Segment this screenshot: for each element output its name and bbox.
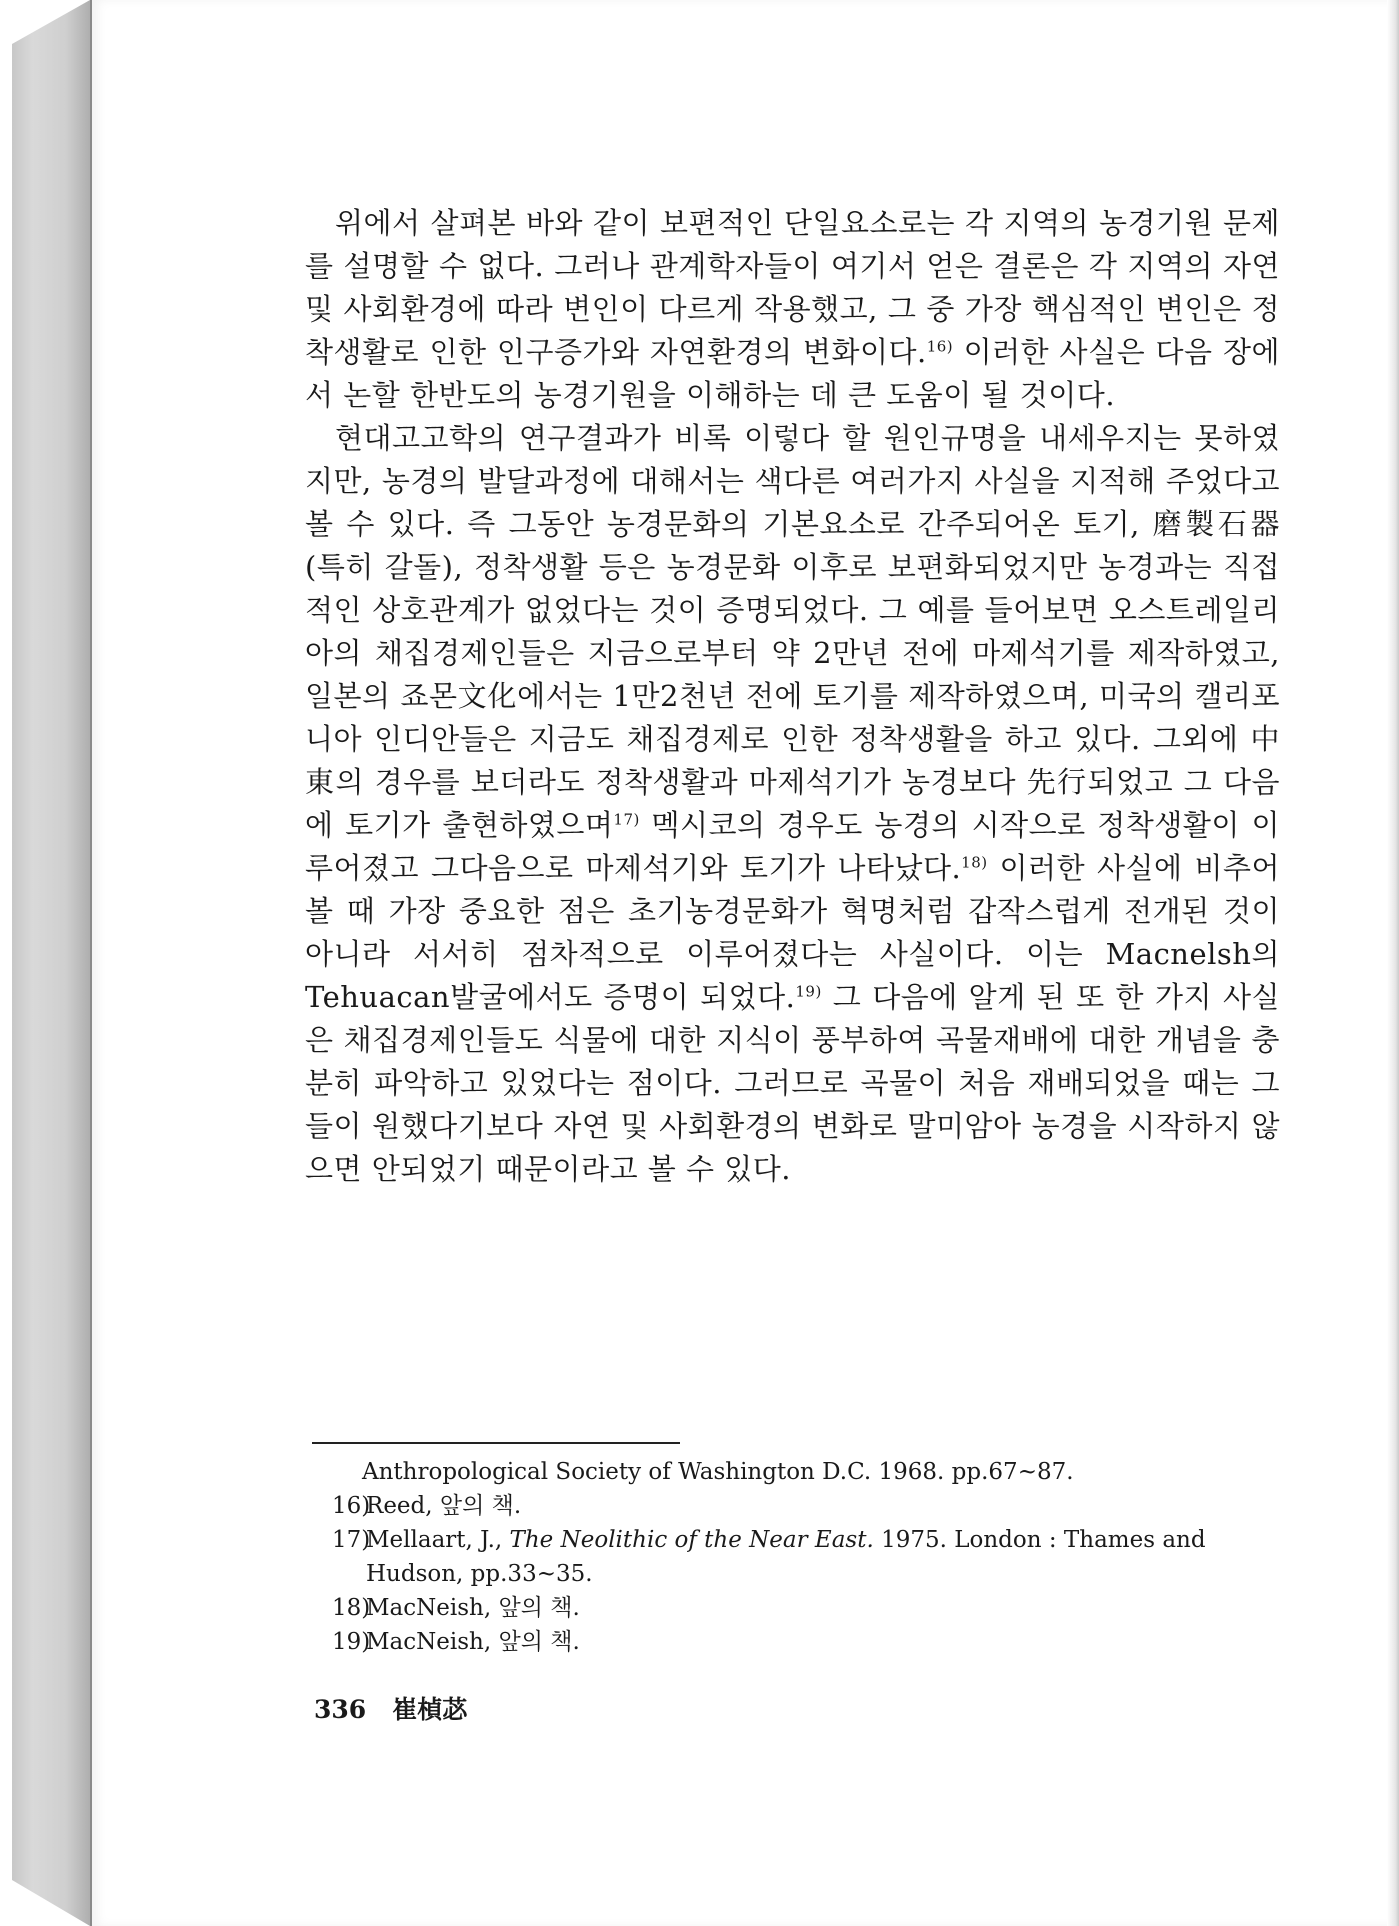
footnote-divider bbox=[312, 1442, 680, 1444]
page-folio bbox=[314, 1690, 467, 1726]
footnote-17: 17) Mellaart, J., The Neolithic of the Near East. 1975. London : Thames and Hudson, pp.33~35. bbox=[332, 1527, 1206, 1587]
book-spine bbox=[0, 0, 94, 1926]
page-number: 336 bbox=[314, 1695, 367, 1724]
footnote-16: 16) Reed, 앞의 책. bbox=[332, 1493, 522, 1519]
page-edge-shadow bbox=[1387, 0, 1399, 1926]
paragraph-1: 위에서 살펴본 바와 같이 보편적인 단일요소로는 각 지역의 농경기원 문제를 설명할 수 없다. 그러나 관계학자들이 여기서 얻은 결론은 각 지역의 자연 및 사회환경에 따라 변인이 다르게 작용했고, 그 중 가장 핵심적인 변인은 정착생활로 인한 인구증가와 자연환경의 변화이다.$^{16)}$ 이러한 사실은 다음 장에서 논할 한반도의 농경기원을 이해하는 데 큰 도움이 될 것이다. bbox=[305, 206, 1280, 412]
footnote-ref-17: 17) bbox=[613, 810, 640, 829]
footnote-ref-19: 19) bbox=[795, 982, 822, 1001]
main-text bbox=[305, 202, 1280, 1191]
footnote-ref-16: 16) bbox=[926, 337, 954, 356]
footnote-continuation: Anthropological Society of Washington D.C. 1968. pp.67~87. bbox=[362, 1459, 1074, 1485]
footnote-19: 19) MacNeish, 앞의 책. bbox=[332, 1629, 580, 1655]
author-name: 崔楨苾 bbox=[392, 1695, 468, 1724]
footnote-18: 18) MacNeish, 앞의 책. bbox=[332, 1595, 580, 1621]
footnotes bbox=[332, 1455, 1282, 1659]
book-title: The Neolithic of the Near East. bbox=[509, 1527, 874, 1553]
paragraph-2: 현대고고학의 연구결과가 비록 이렇다 할 원인규명을 내세우지는 못하였지만, 농경의 발달과정에 대해서는 색다른 여러가지 사실을 지적해 주었다고 볼 수 있다. 즉 그동안 농경문화의 기본요소로 간주되어온 토기, 磨製石器(특히 갈돌), 정착생활 등은 농경문화 이후로 보편화되었지만 농경과는 직접적인 상호관계가 없었다는 것이 증명되었다. 그 예를 들어보면 오스트레일리아의 채집경제인들은 지금으로부터 약 2만년 전에 마제석기를 제작하였고, 일본의 죠몬文化에서는 1만2천년 전에 토기를 제작하였으며, 미국의 캘리포니아 인디안들은 지금도 채집경제로 인한 정착생활을 하고 있다. 그외에 中東의 경우를 보더라도 정착생활과 마제석기가 농경보다 先行되었고 그 다음에 토기가 출현하였으며$^{17)}$ 멕시코의 경우도 농경의 시작으로 정착생활이 이루어졌고 그다음으로 마제석기와 토기가 나타났다.$^{18)}$ 이러한 사실에 비추어볼 때 가장 중요한 점은 초기농경문화가 혁명처럼 갑작스럽게 전개된 것이 아니라 서서히 점차적으로 이루어졌다는 사실이다. 이는 Macnelsh의 Tehuacan발굴에서도 증명이 되었다.$^{19)}$ 그 다음에 알게 된 또 한 가지 사실은 채집경제인들도 식물에 대한 지식이 풍부하여 곡물재배에 대한 개념을 충분히 파악하고 있었다는 점이다. 그러므로 곡물이 처음 재배되었을 때는 그들이 원했다기보다 자연 및 사회환경의 변화로 말미암아 농경을 시작하지 않으면 안되었기 때문이라고 볼 수 있다. bbox=[305, 421, 1280, 1186]
footnote-ref-18: 18) bbox=[961, 853, 988, 872]
